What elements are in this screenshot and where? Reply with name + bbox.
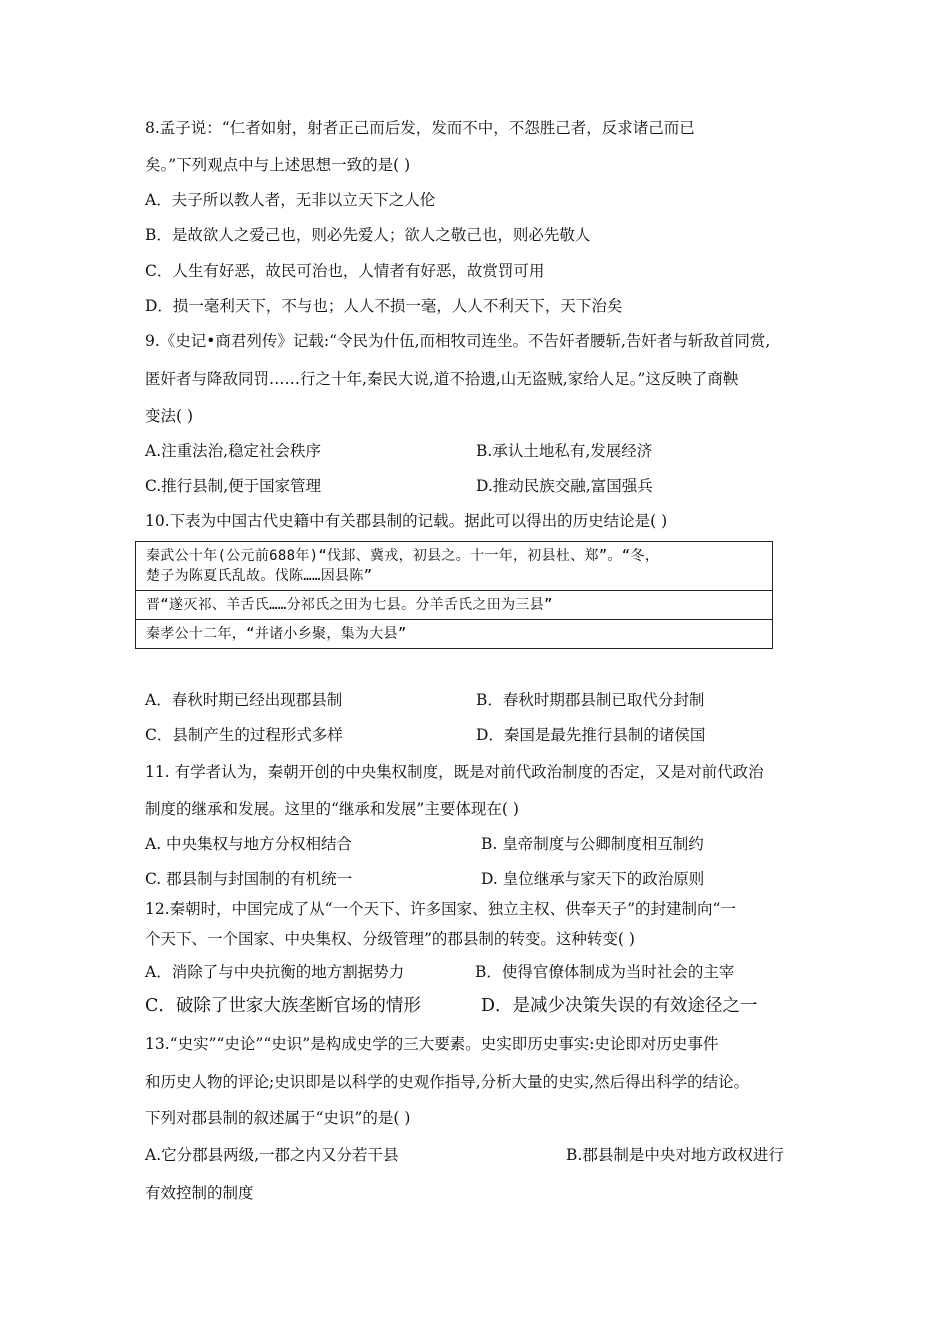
q12-option-c: C．破除了世家大族垄断官场的情形: [145, 996, 421, 1016]
q8-stem-line2: 矣。”下列观点中与上述思想一致的是( ): [145, 156, 411, 174]
q10-option-d: D．秦国是最先推行县制的诸侯国: [476, 726, 706, 744]
table-row: [136, 620, 772, 649]
q9-option-b: B.承认土地私有,发展经济: [476, 442, 653, 460]
q11-stem-line1: 11. 有学者认为，秦朝开创的中央集权制度，既是对前代政治制度的否定，又是对前代政治: [145, 763, 764, 781]
table-row: [136, 591, 772, 620]
q8-stem-line1: 8.孟子说：“仁者如射，射者正己而后发，发而不中，不怨胜己者，反求诸己而已: [145, 119, 695, 137]
q11-option-b: B. 皇帝制度与公卿制度相互制约: [481, 835, 704, 853]
q11-stem-line2: 制度的继承和发展。这里的“继承和发展”主要体现在( ): [145, 800, 519, 818]
q9-stem-line2: 匿奸者与降敌同罚……行之十年,秦民大说,道不拾遗,山无盗贼,家给人足。”这反映了商鞅: [145, 370, 739, 388]
q11-option-c: C. 郡县制与封国制的有机统一: [145, 870, 353, 888]
table-cell-line: 楚子为陈夏氏乱故。伐陈……因县陈”: [146, 568, 373, 584]
q8-option-d: D．损一毫利天下，不与也；人人不损一毫，人人不利天下，天下治矣: [145, 297, 623, 315]
q10-records-table: [135, 541, 773, 649]
q9-option-c: C.推行县制,便于国家管理: [145, 477, 322, 495]
q13-option-a: A.它分郡县两级,一郡之内又分若干县: [145, 1146, 399, 1164]
q12-stem-line1: 12.秦朝时，中国完成了从“一个天下、许多国家、独立主权、供奉天子”的封建制向“一: [145, 900, 736, 918]
q13-option-b: B.郡县制是中央对地方政权进行: [566, 1146, 784, 1164]
q11-option-d: D. 皇位继承与家天下的政治原则: [481, 870, 705, 888]
table-cell-line: 秦孝公十二年，“并诸小乡聚，集为大县”: [146, 626, 407, 642]
q10-option-c: C．县制产生的过程形式多样: [145, 726, 343, 744]
q9-stem-line3: 变法( ): [145, 407, 194, 425]
q12-option-d: D．是减少决策失误的有效途径之一: [481, 996, 758, 1016]
q12-stem-line2: 个天下、一个国家、中央集权、分级管理”的郡县制的转变。这种转变( ): [145, 930, 635, 948]
q10-stem: 10.下表为中国古代史籍中有关郡县制的记载。据此可以得出的历史结论是( ): [145, 512, 668, 530]
q10-option-a: A．春秋时期已经出现郡县制: [145, 691, 343, 709]
q10-option-b: B．春秋时期郡县制已取代分封制: [476, 691, 705, 709]
q12-option-b: B．使得官僚体制成为当时社会的主宰: [475, 963, 735, 981]
q11-option-a: A. 中央集权与地方分权相结合: [145, 835, 353, 853]
q13-stem-line1: 13.“史实”“史论”“史识”是构成史学的三大要素。史实即历史事实:史论即对历史事件: [145, 1035, 719, 1053]
q12-option-a: A．消除了与中央抗衡的地方割据势力: [145, 963, 405, 981]
table-row: [136, 542, 772, 591]
q8-option-b: B．是故欲人之爱己也，则必先爱人；欲人之敬己也，则必先敬人: [145, 226, 591, 244]
table-cell-line: 晋“遂灭祁、羊舌氏……分祁氏之田为七县。分羊舌氏之田为三县”: [146, 597, 553, 613]
q13-option-b-continued: 有效控制的制度: [145, 1184, 254, 1202]
q9-option-a: A.注重法治,稳定社会秩序: [145, 442, 322, 460]
q9-option-d: D.推动民族交融,富国强兵: [476, 477, 653, 495]
q8-option-c: C．人生有好恶，故民可治也，人情者有好恶，故赏罚可用: [145, 262, 545, 280]
q13-stem-line3: 下列对郡县制的叙述属于“史识”的是( ): [145, 1109, 411, 1127]
table-cell-line: 秦武公十年(公元前688年)“伐邽、冀戎，初县之。十一年，初县杜、郑”。“冬，: [146, 548, 660, 564]
q13-stem-line2: 和历史人物的评论;史识即是以科学的史观作指导,分析大量的史实,然后得出科学的结论。: [145, 1073, 750, 1091]
q8-option-a: A．夫子所以教人者，无非以立天下之人伦: [145, 191, 436, 209]
q9-stem-line1: 9.《史记•商君列传》记载:“令民为什伍,而相牧司连坐。不告奸者腰斩,告奸者与斩敌首同赏,: [145, 332, 771, 350]
